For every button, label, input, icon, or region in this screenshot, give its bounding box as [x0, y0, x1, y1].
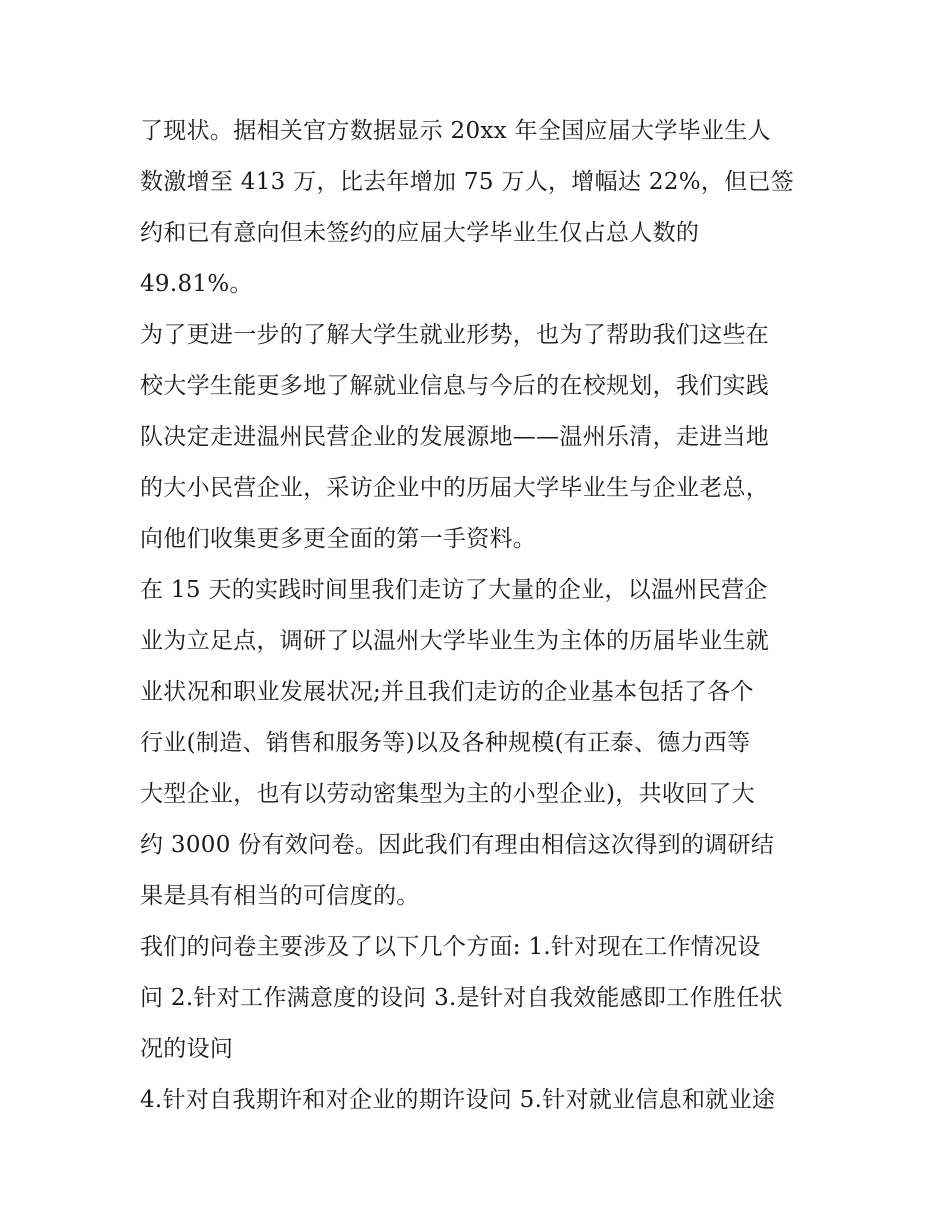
text-line: 我们的问卷主要涉及了以下几个方面: 1.针对现在工作情况设 — [140, 934, 761, 960]
text-line: 为了更进一步的了解大学生就业形势，也为了帮助我们这些在 — [140, 322, 770, 348]
text-line: 业为立足点，调研了以温州大学毕业生为主体的历届毕业生就 — [140, 628, 770, 654]
document-body — [140, 106, 820, 1126]
text-line: 行业(制造、销售和服务等)以及各种规模(有正泰、德力西等 — [140, 730, 751, 756]
text-line: 的大小民营企业，采访企业中的历届大学毕业生与企业老总， — [140, 475, 770, 501]
text-line: 49.81%。 — [140, 271, 253, 297]
text-line: 向他们收集更多更全面的第一手资料。 — [140, 526, 537, 552]
text-line: 业状况和职业发展状况;并且我们走访的企业基本包括了各个 — [140, 679, 754, 705]
text-line: 问 2.针对工作满意度的设问 3.是针对自我效能感即工作胜任状 — [140, 985, 783, 1011]
text-line: 约 3000 份有效问卷。因此我们有理由相信这次得到的调研结 — [140, 832, 775, 858]
text-line: 况的设问 — [140, 1036, 234, 1062]
text-line: 在 15 天的实践时间里我们走访了大量的企业，以温州民营企 — [140, 577, 768, 603]
text-line: 数激增至 413 万，比去年增加 75 万人，增幅达 22%，但已签 — [140, 169, 795, 195]
text-line: 约和已有意向但未签约的应届大学毕业生仅占总人数的 — [140, 220, 700, 246]
text-line: 了现状。据相关官方数据显示 20xx 年全国应届大学毕业生人 — [140, 118, 771, 144]
text-line: 队决定走进温州民营企业的发展源地——温州乐清，走进当地 — [140, 424, 770, 450]
text-line: 校大学生能更多地了解就业信息与今后的在校规划，我们实践 — [140, 373, 770, 399]
text-line: 果是具有相当的可信度的。 — [140, 883, 420, 909]
text-line: 大型企业，也有以劳动密集型为主的小型企业)，共收回了大 — [140, 781, 756, 807]
text-line: 4.针对自我期许和对企业的期许设问 5.针对就业信息和就业途 — [140, 1087, 776, 1113]
